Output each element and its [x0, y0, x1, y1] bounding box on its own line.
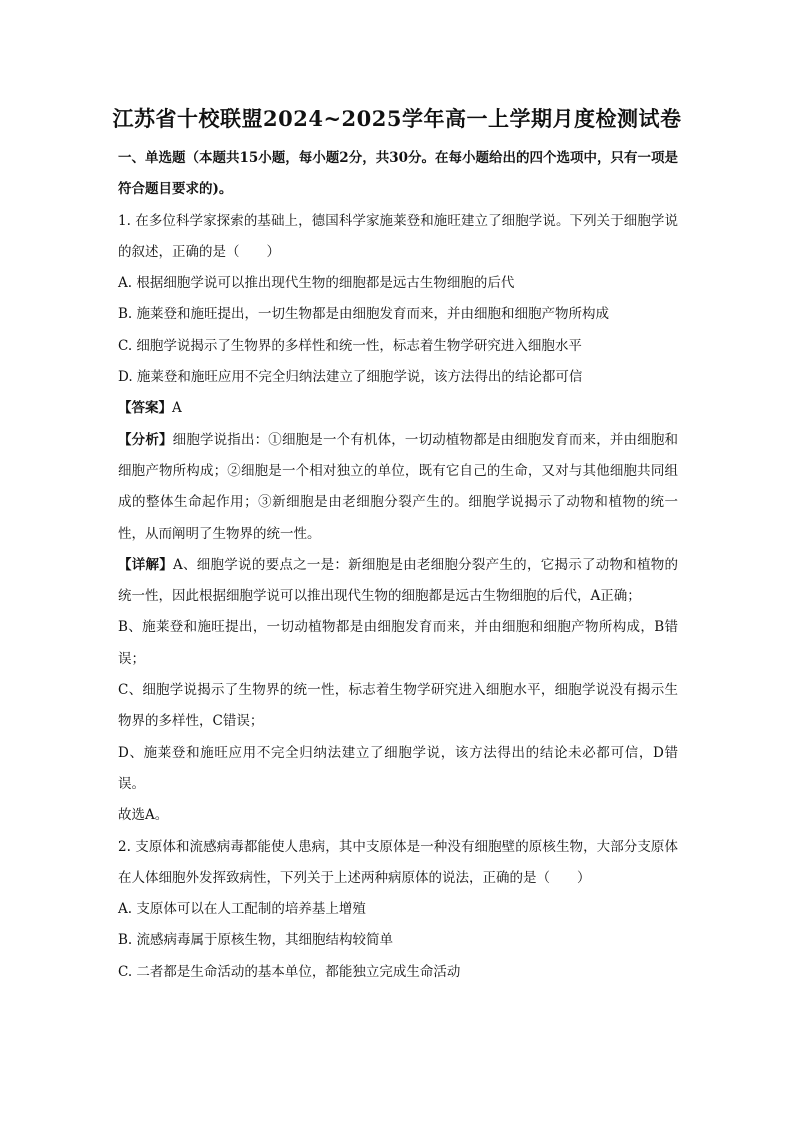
detail-paragraph-a	[118, 550, 678, 613]
answer-line	[118, 393, 678, 424]
option-b: B. 流感病毒属于原核生物，其细胞结构较简单	[118, 932, 394, 949]
question-number: 2.	[118, 838, 131, 855]
question-stem	[118, 206, 678, 269]
option-d: D. 施莱登和施旺应用不完全归纳法建立了细胞学说，该方法得出的结论都可信	[118, 369, 583, 386]
detail-paragraph-c: C、细胞学说揭示了生物界的统一性，标志着生物学研究进入细胞水平，细胞学说没有揭示生物界的多样性，C错误；	[118, 682, 678, 730]
question-stem	[118, 832, 678, 895]
question-stem-text: 支原体和流感病毒都能使人患病，其中支原体是一种没有细胞壁的原核生物，大部分支原体在人体细胞外发挥致病性，下列关于上述两种病原体的说法，正确的是（ ）	[118, 838, 679, 886]
answer-tag: 【答案】	[118, 400, 172, 417]
document-title: 江苏省十校联盟2024~2025学年高一上学期月度检测试卷	[112, 106, 682, 131]
detail-tag: 【详解】	[118, 556, 174, 573]
section-header: 一、单选题（本题共15小题，每小题2分，共30分。在每小题给出的四个选项中，只有一项是符合题目要求的)。	[118, 150, 678, 198]
question-1	[118, 206, 678, 832]
analysis-tag: 【分析】	[118, 431, 173, 448]
detail-text-a: A、细胞学说的要点之一是：新细胞是由老细胞分裂产生的，它揭示了动物和植物的统一性，因此根据细胞学说可以推出现代生物的细胞都是远古生物细胞的后代，A正确；	[118, 556, 679, 605]
question-2	[118, 832, 678, 988]
conclusion: 故选A。	[118, 807, 169, 824]
option-c: C. 细胞学说揭示了生物界的多样性和统一性，标志着生物学研究进入细胞水平	[118, 337, 582, 354]
detail-paragraph-d: D、施莱登和施旺应用不完全归纳法建立了细胞学说，该方法得出的结论未必都可信，D错误。	[118, 744, 678, 792]
option-a: A. 支原体可以在人工配制的培养基上增殖	[118, 901, 366, 918]
detail-paragraph-b: B、施莱登和施旺提出，一切动植物都是由细胞发育而来，并由细胞和细胞产物所构成，B错误；	[118, 619, 678, 667]
option-b: B. 施莱登和施旺提出，一切生物都是由细胞发育而来，并由细胞和细胞产物所构成	[118, 306, 610, 323]
question-number: 1.	[118, 212, 131, 229]
answer-value: A	[172, 400, 182, 417]
option-c: C. 二者都是生命活动的基本单位，都能独立完成生命活动	[118, 963, 461, 980]
analysis-paragraph	[118, 425, 678, 550]
document-body	[118, 143, 678, 988]
option-a: A. 根据细胞学说可以推出现代生物的细胞都是远古生物细胞的后代	[118, 275, 515, 292]
analysis-text: 细胞学说指出：①细胞是一个有机体，一切动植物都是由细胞发育而来，并由细胞和细胞产物所构成；②细胞是一个相对独立的单位，既有它自己的生命，又对与其他细胞共同组成的整体生命起作用；③新细胞是由老细胞分裂产生的。细胞学说揭示了动物和植物的统一性，从而阐明了生物界的统一性。	[118, 431, 679, 542]
question-stem-text: 在多位科学家探索的基础上，德国科学家施莱登和施旺建立了细胞学说。下列关于细胞学说的叙述，正确的是（ ）	[118, 212, 679, 260]
